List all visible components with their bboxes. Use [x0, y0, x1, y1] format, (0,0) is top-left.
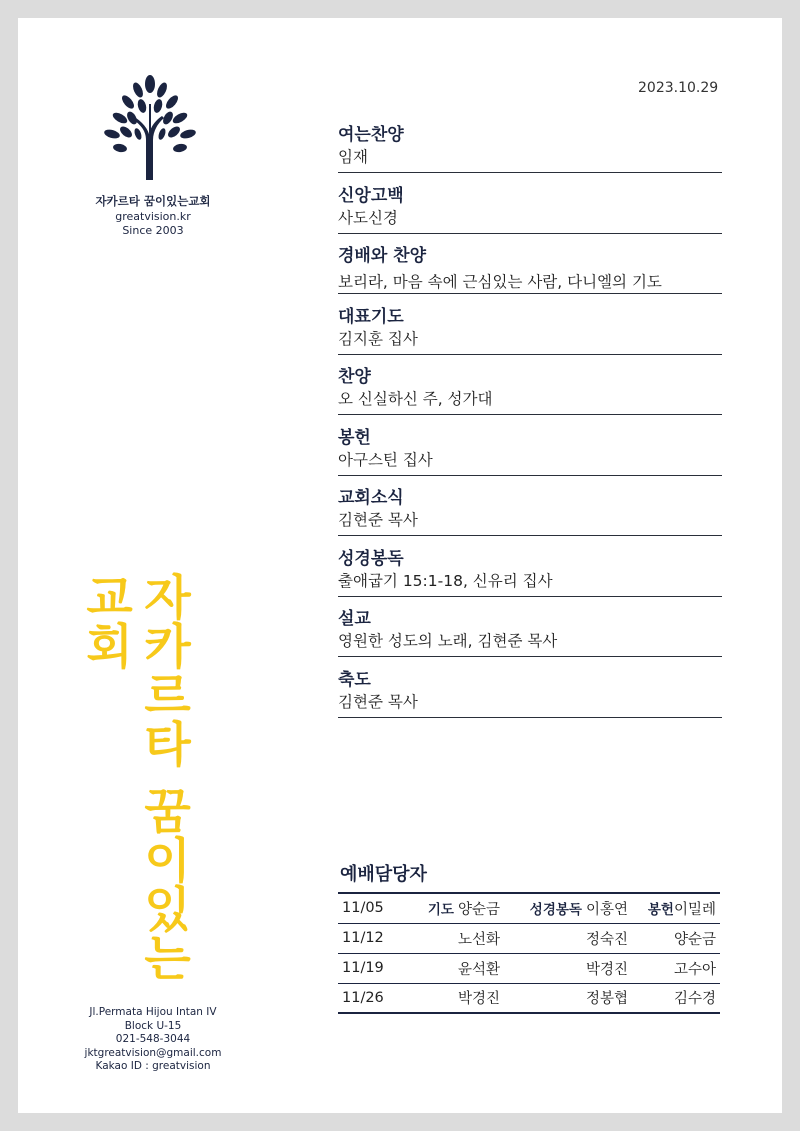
tree-logo-icon: [102, 74, 198, 180]
program-item: [338, 235, 722, 294]
role-label-prayer: 기도: [427, 901, 454, 918]
worship-program: [338, 114, 722, 719]
duty-offering: 고수아: [673, 961, 716, 978]
table-row: [338, 983, 720, 1013]
program-item-detail: 김현준 목사: [338, 511, 418, 529]
duty-table: [338, 892, 720, 1014]
contact-info: [58, 1006, 248, 1074]
program-item-title: 경배와 찬양: [338, 246, 427, 266]
brand-since: Since 2003: [122, 224, 184, 237]
program-item: [338, 477, 722, 536]
table-row: [338, 923, 720, 953]
duty-date: 11/05: [342, 900, 384, 917]
table-row: [338, 893, 720, 923]
address-line-1: Jl.Permata Hijou Intan IV: [89, 1006, 217, 1018]
email-address: jktgreatvision@gmail.com: [84, 1046, 222, 1059]
role-label-offering: 봉헌: [647, 901, 674, 918]
duty-prayer: 윤석환: [457, 961, 500, 978]
vertical-church-title-text: 자카르타 꿈이있는교회: [77, 572, 191, 982]
program-item-detail: 김현준 목사: [338, 692, 418, 711]
duty-date: 11/26: [342, 989, 384, 1006]
brand-name: 자카르타 꿈이있는교회: [95, 194, 211, 208]
program-item-title: 축도: [338, 669, 371, 690]
program-item: [338, 296, 722, 355]
program-item: [338, 538, 722, 597]
vertical-church-title: [76, 572, 196, 982]
duty-reading: 정봉협: [585, 991, 628, 1008]
duty-reading: 이홍연: [585, 901, 628, 918]
duty-prayer: 양순금: [457, 901, 500, 918]
program-item-title: 찬양: [338, 367, 371, 387]
address-line-2: Block U-15: [124, 1019, 182, 1032]
program-item-detail: 사도신경: [338, 208, 398, 227]
role-label-reading: 성경봉독: [529, 901, 582, 918]
bulletin-page: [18, 18, 782, 1113]
duty-date: 11/19: [342, 960, 384, 976]
program-item-title: 교회소식: [338, 488, 404, 508]
program-item-detail: 임재: [338, 148, 368, 166]
program-item: [338, 356, 722, 415]
duty-reading: 박경진: [585, 961, 628, 978]
program-item: [338, 598, 722, 657]
bulletin-date: 2023.10.29: [638, 80, 719, 96]
phone-number: 021-548-3044: [115, 1033, 191, 1045]
brand-url: greatvision.kr: [115, 210, 191, 223]
program-item-title: 설교: [338, 609, 371, 629]
program-item: [338, 114, 722, 173]
table-row: [338, 953, 720, 983]
program-item-title: 신앙고백: [338, 185, 404, 206]
program-item-detail: 김지훈 집사: [338, 329, 418, 348]
program-item-title: 여는찬양: [338, 125, 404, 145]
kakao-id: Kakao ID : greatvision: [95, 1060, 211, 1072]
duty-offering: 김수경: [673, 991, 716, 1008]
program-item-detail: 오 신실하신 주, 성가대: [338, 390, 493, 408]
program-item-title: 성경봉독: [338, 548, 404, 569]
duty-offering: 양순금: [673, 931, 716, 948]
program-item-detail: 보리라, 마음 속에 근심있는 사람, 다니엘의 기도: [338, 273, 662, 291]
duty-offering: 이밀레: [673, 901, 716, 918]
duty-reading-cell: [500, 893, 628, 923]
program-item-detail: 영원한 성도의 노래, 김현준 목사: [338, 632, 558, 650]
program-item: [338, 417, 722, 476]
duty-prayer: 박경진: [457, 991, 500, 1008]
duty-reading: 정숙진: [585, 931, 628, 948]
program-item-title: 대표기도: [338, 306, 404, 327]
program-item-detail: 아구스틴 집사: [338, 450, 433, 469]
program-item-title: 봉헌: [338, 427, 371, 448]
duty-prayer: 노선화: [457, 931, 500, 948]
program-item-detail: 출애굽기 15:1-18, 신유리 집사: [338, 571, 553, 590]
duty-prayer-cell: [402, 893, 500, 923]
duty-section-title: 예배담당자: [340, 864, 427, 885]
program-item: [338, 659, 722, 718]
duty-offering-cell: [628, 893, 720, 923]
duty-date: 11/12: [342, 930, 384, 946]
program-item: [338, 175, 722, 234]
